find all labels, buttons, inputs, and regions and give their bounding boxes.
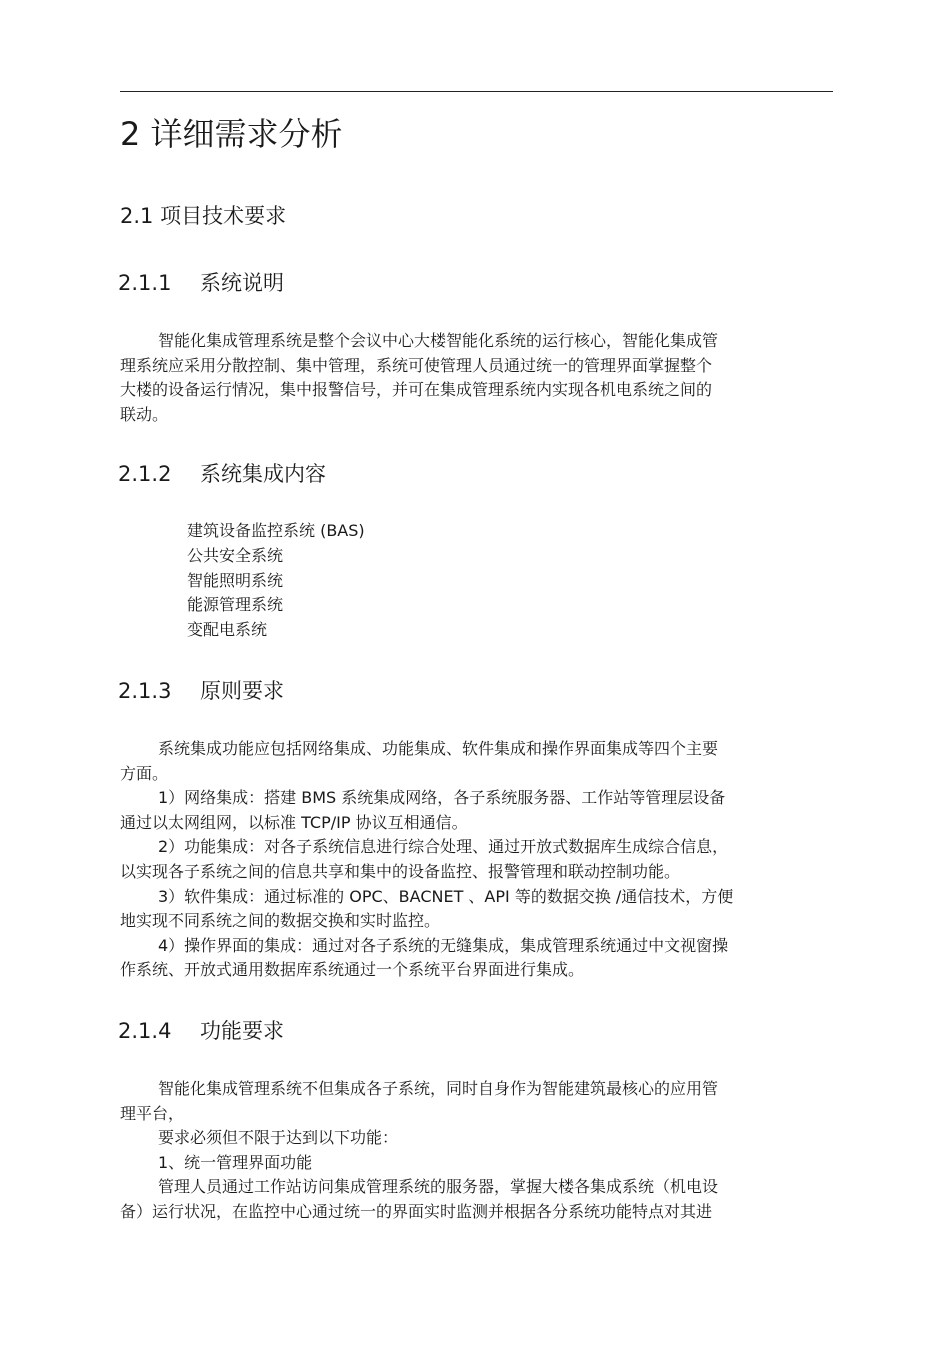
- text-line: 以实现各子系统之间的信息共享和集中的设备监控、报警管理和联动控制功能。: [120, 861, 681, 881]
- text-line: 要求必须但不限于达到以下功能：: [158, 1128, 399, 1148]
- text-line: 4）操作界面的集成：通过对各子系统的无缝集成，集成管理系统通过中文视窗操: [158, 935, 729, 955]
- text-line: 1）网络集成：搭建 BMS 系统集成网络，各子系统服务器、工作站等管理层设备: [158, 788, 726, 808]
- subsection-number: 2.1.4: [118, 1019, 172, 1043]
- text-line: 智能化集成管理系统是整个会议中心大楼智能化系统的运行核心，智能化集成管: [158, 331, 719, 350]
- text-line: 方面。: [120, 763, 169, 783]
- list-item: 能源管理系统: [187, 595, 284, 615]
- header-rule: [120, 91, 833, 92]
- subsection-heading-2-1-4: [118, 1016, 284, 1046]
- text-line: 3）软件集成：通过标准的 OPC、BACNET 、API 等的数据交换 /通信技术，方便: [158, 886, 734, 906]
- list-item: 智能照明系统: [187, 570, 284, 590]
- subsection-heading-2-1-1: [118, 268, 284, 298]
- subsection-title: 功能要求: [200, 1019, 284, 1043]
- text-line: 通过以太网组网，以标准 TCP/IP 协议互相通信。: [120, 812, 468, 832]
- text-line: 地实现不同系统之间的数据交换和实时监控。: [120, 911, 441, 931]
- chapter-title: 2 详细需求分析: [120, 115, 343, 153]
- text-line: 大楼的设备运行情况，集中报警信号，并可在集成管理系统内实现各机电系统之间的: [120, 380, 713, 400]
- section-title: 2.1 项目技术要求: [120, 204, 287, 228]
- text-line: 系统集成功能应包括网络集成、功能集成、软件集成和操作界面集成等四个主要: [158, 739, 719, 758]
- text-line: 联动。: [120, 404, 169, 424]
- subsection-heading-2-1-3: [118, 676, 284, 706]
- paragraph-system-description: [120, 329, 718, 427]
- integration-system-list: [187, 519, 365, 643]
- subsection-title: 系统集成内容: [200, 462, 326, 486]
- text-line: 管理人员通过工作站访问集成管理系统的服务器，掌握大楼各集成系统（机电设: [158, 1177, 719, 1197]
- subsection-number: 2.1.2: [118, 462, 172, 486]
- text-line: 备）运行状况，在监控中心通过统一的界面实时监测并根据各分系统功能特点对其进: [120, 1201, 713, 1221]
- list-item: 建筑设备监控系统 (BAS): [187, 521, 365, 540]
- text-line: 作系统、开放式通用数据库系统通过一个系统平台界面进行集成。: [120, 960, 585, 980]
- paragraph-function-requirements: [120, 1077, 718, 1225]
- subsection-title: 原则要求: [200, 679, 284, 703]
- text-line: 1、统一管理界面功能: [158, 1152, 313, 1172]
- text-line: 智能化集成管理系统不但集成各子系统，同时自身作为智能建筑最核心的应用管: [158, 1079, 719, 1098]
- text-line: 理系统应采用分散控制、集中管理，系统可使管理人员通过统一的管理界面掌握整个: [120, 355, 713, 375]
- subsection-number: 2.1.1: [118, 271, 172, 295]
- subsection-number: 2.1.3: [118, 679, 172, 703]
- paragraph-principle-requirements: [120, 737, 733, 983]
- list-item: 公共安全系统: [187, 545, 284, 565]
- text-line: 理平台，: [120, 1103, 185, 1123]
- text-line: 2）功能集成：对各子系统信息进行综合处理、通过开放式数据库生成综合信息，: [158, 837, 729, 857]
- subsection-heading-2-1-2: [118, 459, 326, 489]
- list-item: 变配电系统: [187, 620, 268, 640]
- subsection-title: 系统说明: [200, 271, 284, 295]
